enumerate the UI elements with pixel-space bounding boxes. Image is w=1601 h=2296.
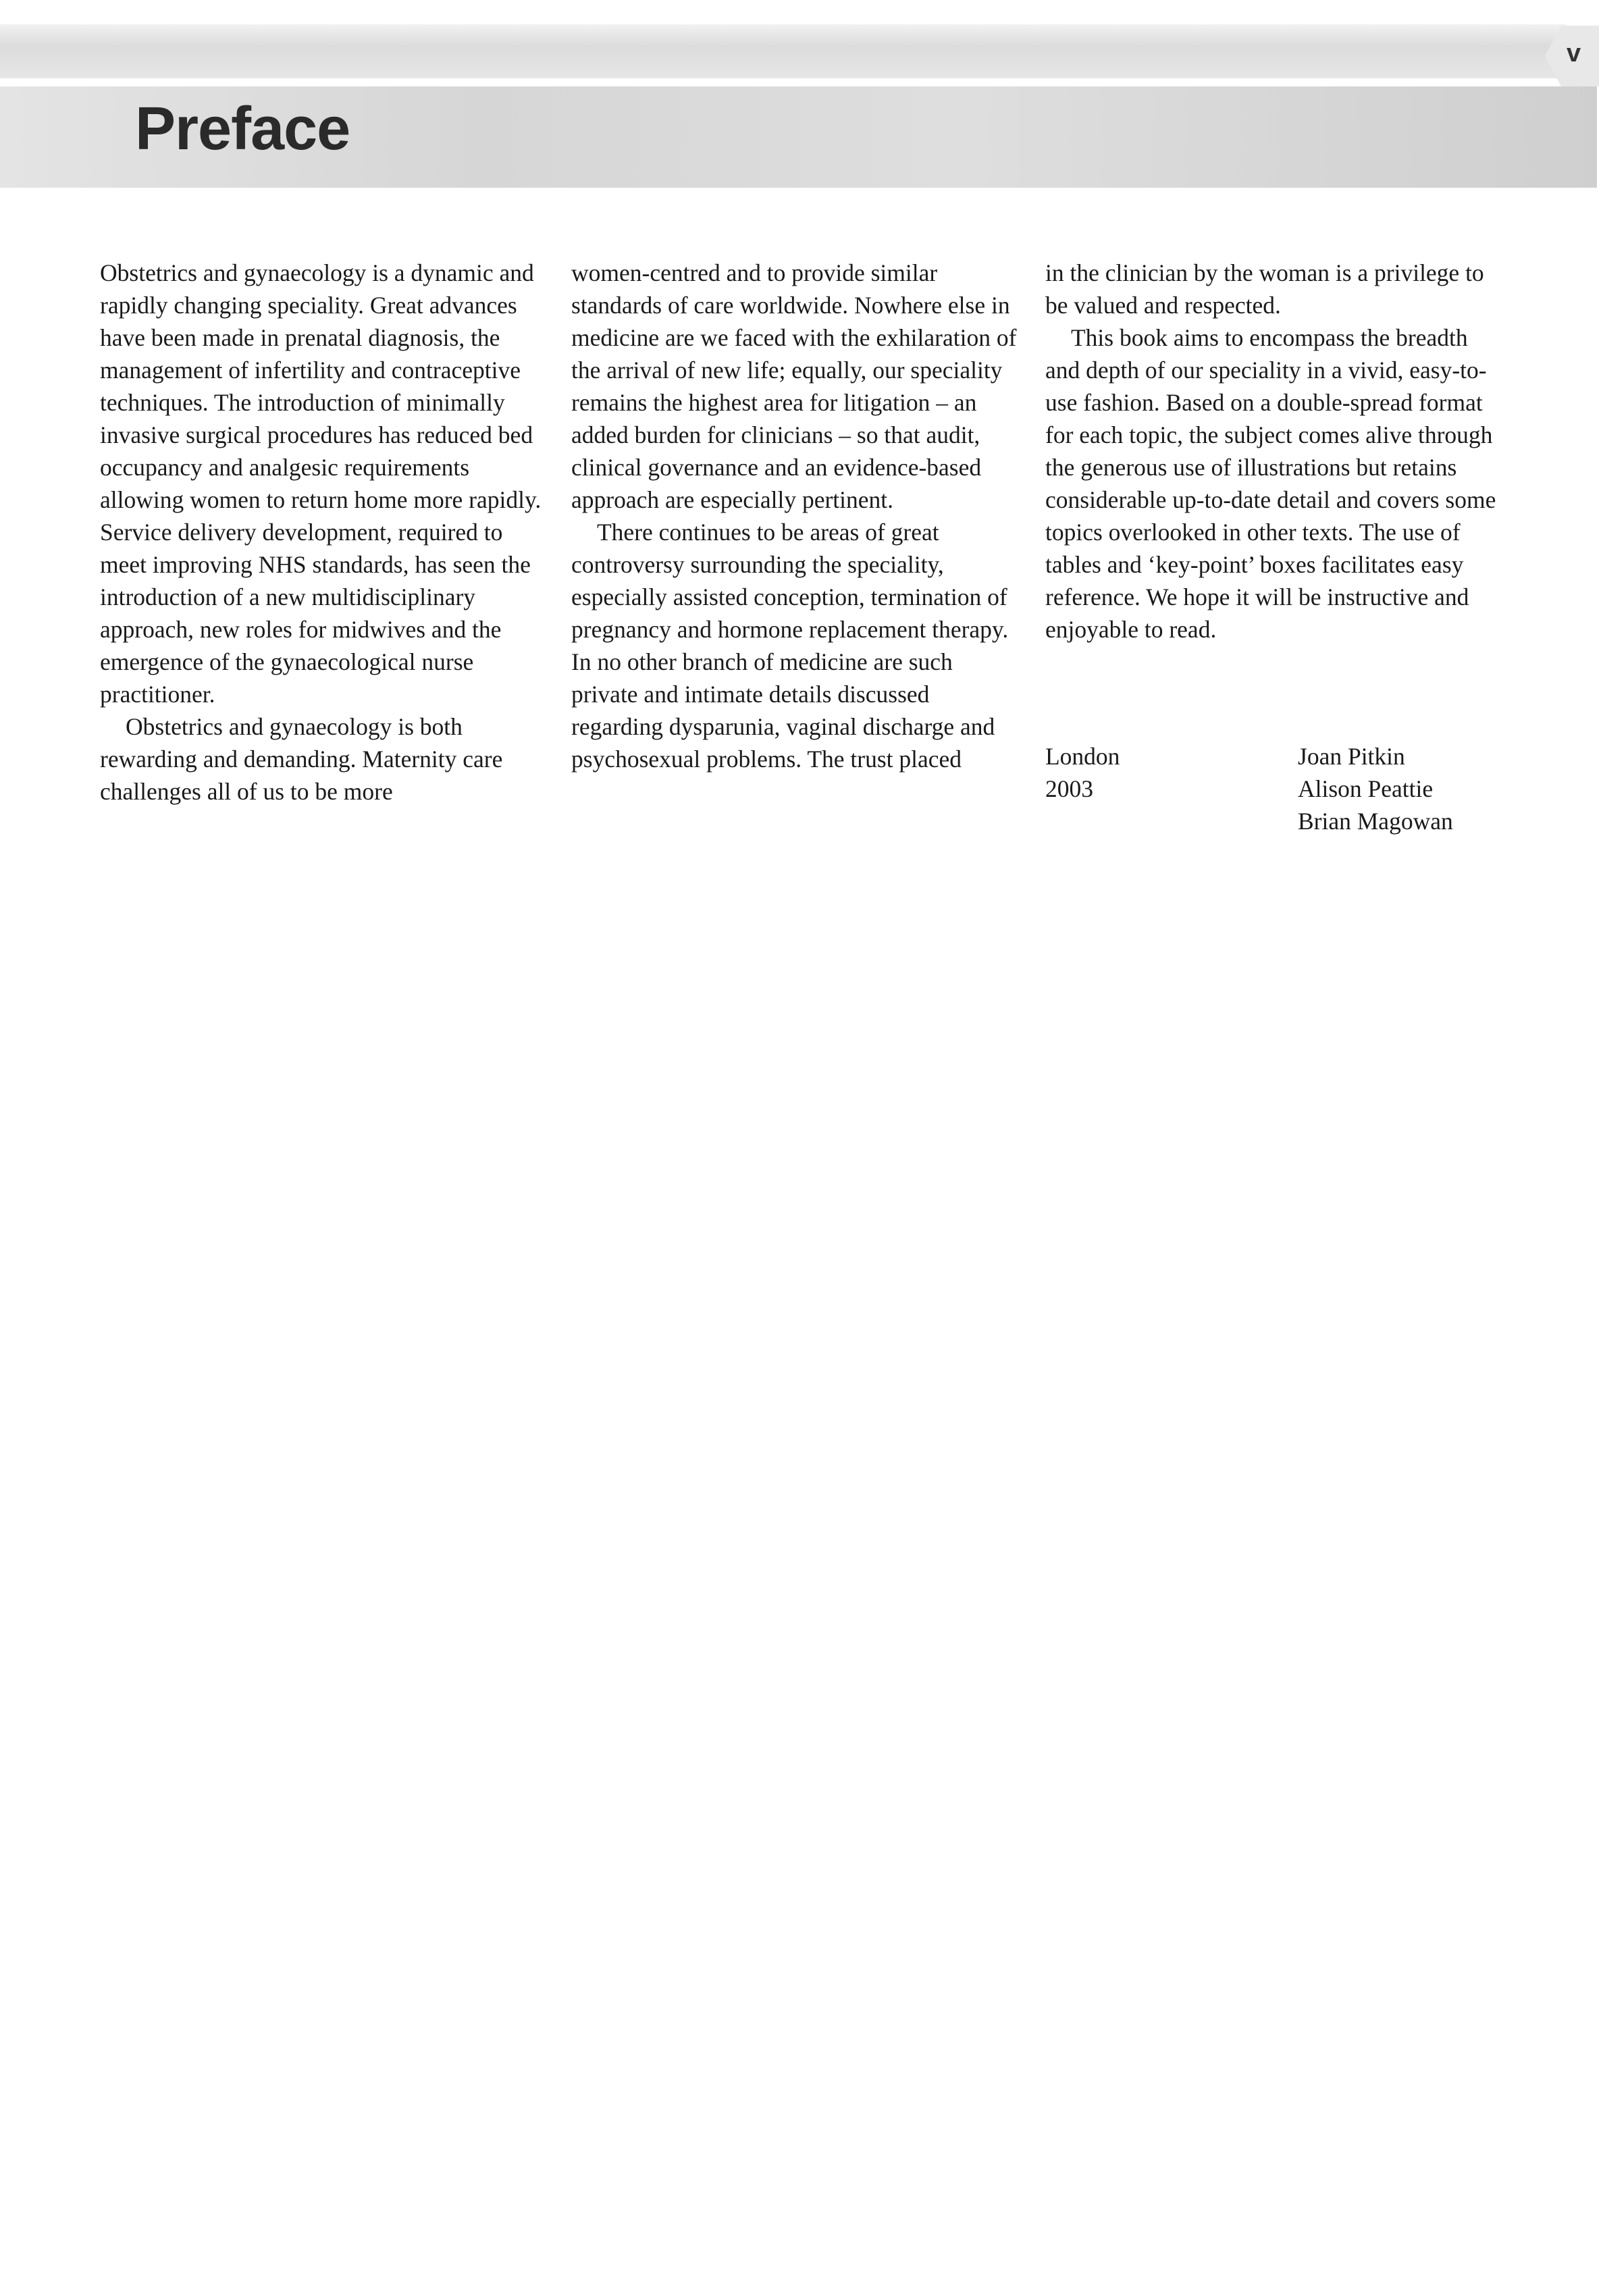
paragraph: There continues to be areas of great controversy surrounding the speciality, especially assisted conception, termination of pregnancy and hormone replacement therapy. In no other branch of medicine are such private and intimate details discussed regarding dysparunia, vaginal discharge and psychosexual problems. The trust placed	[571, 519, 1009, 773]
author-name: Alison Peattie	[1298, 775, 1434, 802]
author-name: Brian Magowan	[1298, 808, 1453, 835]
text-column-3	[1045, 257, 1498, 646]
signoff-place-date	[1045, 740, 1120, 805]
paragraph: women-centred and to provide similar standards of care worldwide. Nowhere else in medicine are we faced with the exhilaration of the arrival of new life; equally, our speciality remains the highest area for litigation – an added burden for clinicians – so that audit, clinical governance and an evidence-based approach are especially pertinent.	[571, 259, 1017, 513]
paragraph: Obstetrics and gynaecology is a dynamic and rapidly changing speciality. Great advances have been made in prenatal diagnosis, the management of infertility and contraceptive techniques. The introduction of minimally invasive surgical procedures has reduced bed occupancy and analgesic requirements allowing women to return home more rapidly. Service delivery development, required to meet improving NHS standards, has seen the introduction of a new multidisciplinary approach, new roles for midwives and the emergence of the gynaecological nurse practitioner.	[100, 259, 542, 708]
paragraph: Obstetrics and gynaecology is both rewarding and demanding. Maternity care challenges all of us to be more	[100, 713, 503, 805]
paragraph: in the clinician by the woman is a privilege to be valued and respected.	[1045, 259, 1484, 319]
signoff-place: London	[1045, 743, 1120, 770]
text-column-1	[100, 257, 552, 808]
signoff-year: 2003	[1045, 775, 1093, 802]
signoff-authors	[1298, 740, 1453, 837]
text-column-2	[571, 257, 1024, 775]
header-decoration-band	[0, 24, 1567, 78]
paragraph: This book aims to encompass the breadth and depth of our speciality in a vivid, easy-to-use fashion. Based on a double-spread format for each topic, the subject comes alive through the generous use of illustrations but retains considerable up-to-date detail and covers some topics overlooked in other texts. The use of tables and ‘key-point’ boxes facilitates easy reference. We hope it will be instructive and enjoyable to read.	[1045, 324, 1496, 643]
page-title: Preface	[135, 95, 350, 163]
author-name: Joan Pitkin	[1298, 743, 1405, 770]
page-number: v	[1567, 39, 1581, 68]
